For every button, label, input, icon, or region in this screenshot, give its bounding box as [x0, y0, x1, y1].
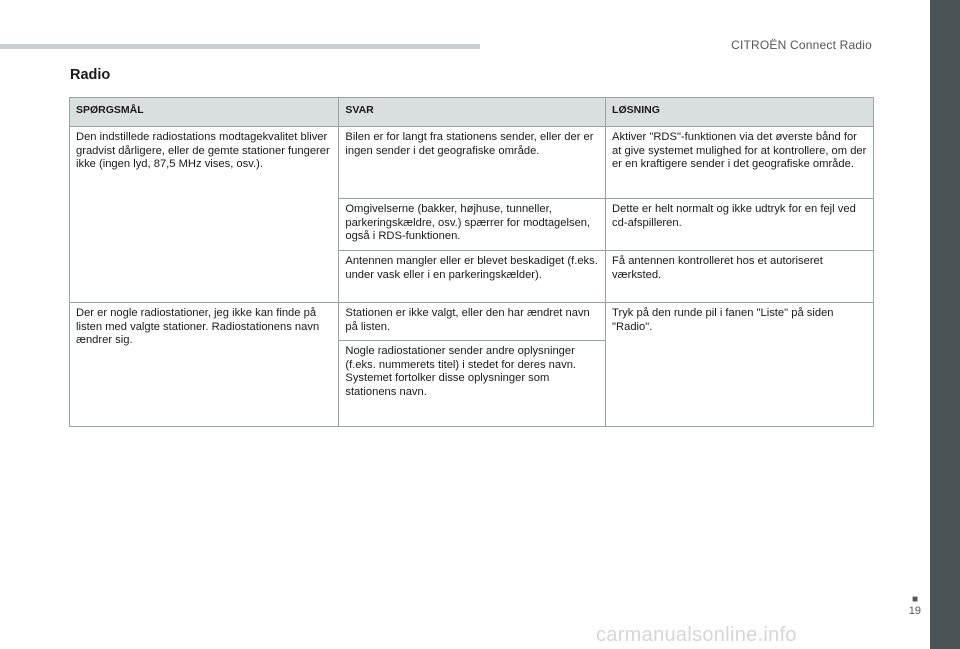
answer-cell: Omgivelserne (bakker, højhuse, tunneller, parkeringskældre, osv.) spærrer for modtagelsen, også i RDS-funktionen.	[339, 199, 606, 251]
table-row	[70, 303, 874, 341]
table-row	[70, 127, 874, 199]
table-header-row	[70, 98, 874, 127]
column-header-question: SPØRGSMÅL	[70, 98, 339, 127]
header-rule	[0, 44, 480, 49]
answer-cell: Stationen er ikke valgt, eller den har ændret navn på listen.	[339, 303, 606, 341]
solution-cell: Aktiver "RDS"-funktionen via det øverste bånd for at give systemet mulighed for at kontrollere, om der er en kraftigere sender i det geografiske område.	[606, 127, 874, 199]
page-marker: ■	[911, 594, 918, 605]
answer-cell: Bilen er for langt fra stationens sender, eller der er ingen sender i det geografiske område.	[339, 127, 606, 199]
section-title: Radio	[70, 67, 111, 83]
solution-cell: Tryk på den runde pil i fanen "Liste" på siden "Radio".	[606, 303, 874, 427]
solution-cell: Dette er helt normalt og ikke udtryk for en fejl ved cd-afspilleren.	[606, 199, 874, 251]
troubleshooting-table	[69, 97, 874, 427]
page-number: 19	[908, 605, 921, 617]
watermark: carmanualsonline.info	[596, 624, 797, 646]
answer-cell: Antennen mangler eller er blevet beskadiget (f.eks. under vask eller i en parkeringskælder).	[339, 251, 606, 303]
running-header: CITROËN Connect Radio	[731, 38, 872, 52]
column-header-answer: SVAR	[339, 98, 606, 127]
side-tab-strip	[930, 0, 960, 649]
column-header-solution: LØSNING	[606, 98, 874, 127]
question-cell: Der er nogle radiostationer, jeg ikke kan finde på listen med valgte stationer. Radiostationens navn ændrer sig.	[70, 303, 339, 427]
question-cell: Den indstillede radiostations modtagekvalitet bliver gradvist dårligere, eller de gemte stationer fungerer ikke (ingen lyd, 87,5 MHz vises, osv.).	[70, 127, 339, 303]
answer-cell: Nogle radiostationer sender andre oplysninger (f.eks. nummerets titel) i stedet for deres navn. Systemet fortolker disse oplysninger som stationens navn.	[339, 341, 606, 427]
solution-cell: Få antennen kontrolleret hos et autoriseret værksted.	[606, 251, 874, 303]
